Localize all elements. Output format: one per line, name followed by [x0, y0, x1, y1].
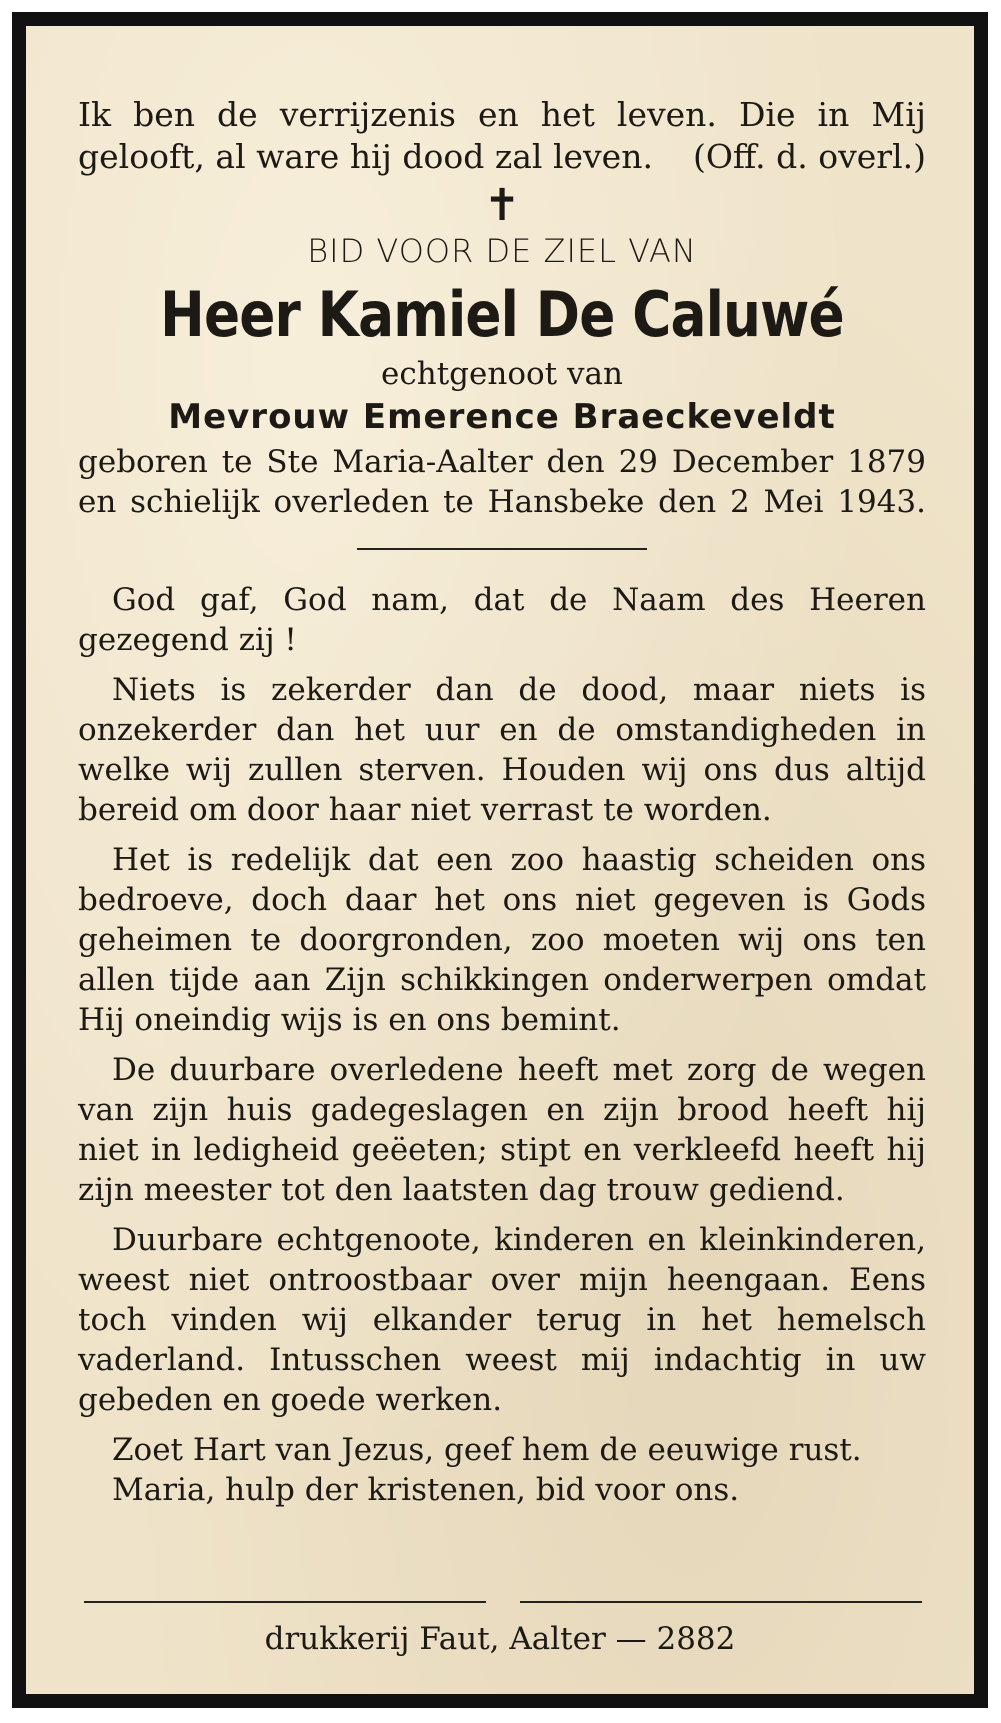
verse-line-1: Ik ben de verrijzenis en het leven. Die in Mij: [78, 95, 926, 134]
memorial-card: [12, 12, 988, 1708]
verse-line-2-text: gelooft, al ware hij dood zal leven.: [78, 137, 653, 176]
prayer-line: Zoet Hart van Jezus, geef hem de eeuwige rust.: [112, 1432, 862, 1468]
deceased-name: Heer Kamiel De Caluwé: [160, 278, 844, 351]
birth-line: geboren te Ste Maria-Aalter den 29 December 1879: [78, 444, 926, 480]
spouse-name: Mevrouw Emerence Braeckeveldt: [168, 397, 836, 437]
death-line: en schielijk overleden te Hansbeke den 2 Mei 1943.: [78, 484, 926, 520]
paragraph: Het is redelijk dat een zoo haastig scheiden ons bedroeve, doch daar het ons niet gegeven is Gods geheimen te doorgronden, zoo moeten wij ons ten allen tijde aan Zijn schikkingen onderwerpen omdat Hij oneindig wijs is en ons bemint.: [78, 842, 926, 1038]
body-text: [78, 580, 926, 1420]
verse-source: (Off. d. overl.): [692, 137, 926, 176]
paragraph: God gaf, God nam, dat de Naam des Heeren gezegend zij !: [78, 582, 926, 658]
scripture-verse: [78, 94, 926, 178]
paragraph: Duurbare echtgenoote, kinderen en kleinkinderen, weest niet ontroostbaar over mijn heengaan. Eens toch vinden wij elkander terug in het hemelsch vaderland. Intusschen weest mij indachtig in uw gebeden en goede werken.: [78, 1222, 926, 1418]
prayers: [78, 1430, 926, 1510]
spouse-intro: echtgenoot van: [381, 356, 623, 392]
pray-heading: BID VOOR DE ZIEL VAN: [307, 232, 697, 270]
verse-line-2: [78, 136, 926, 178]
card-content: [78, 94, 926, 1510]
divider: [357, 548, 647, 550]
printer-credit: drukkerij Faut, Aalter — 2882: [264, 1621, 736, 1657]
paragraph: De duurbare overledene heeft met zorg de wegen van zijn huis gadegeslagen en zijn brood heeft hij niet in ledigheid geëeten; stipt en verkleefd heeft hij zijn meester tot den laatsten dag trouw gediend.: [78, 1052, 926, 1208]
footer-divider: [84, 1601, 922, 1603]
prayer-line: Maria, hulp der kristenen, bid voor ons.: [112, 1472, 740, 1508]
cross-icon: ✝: [483, 180, 521, 231]
card-paper: [26, 26, 974, 1694]
paragraph: Niets is zekerder dan de dood, maar niets is onzekerder dan het uur en de omstandigheden in welke wij zullen sterven. Houden wij ons dus altijd bereid om door haar niet verrast te worden.: [78, 672, 926, 828]
